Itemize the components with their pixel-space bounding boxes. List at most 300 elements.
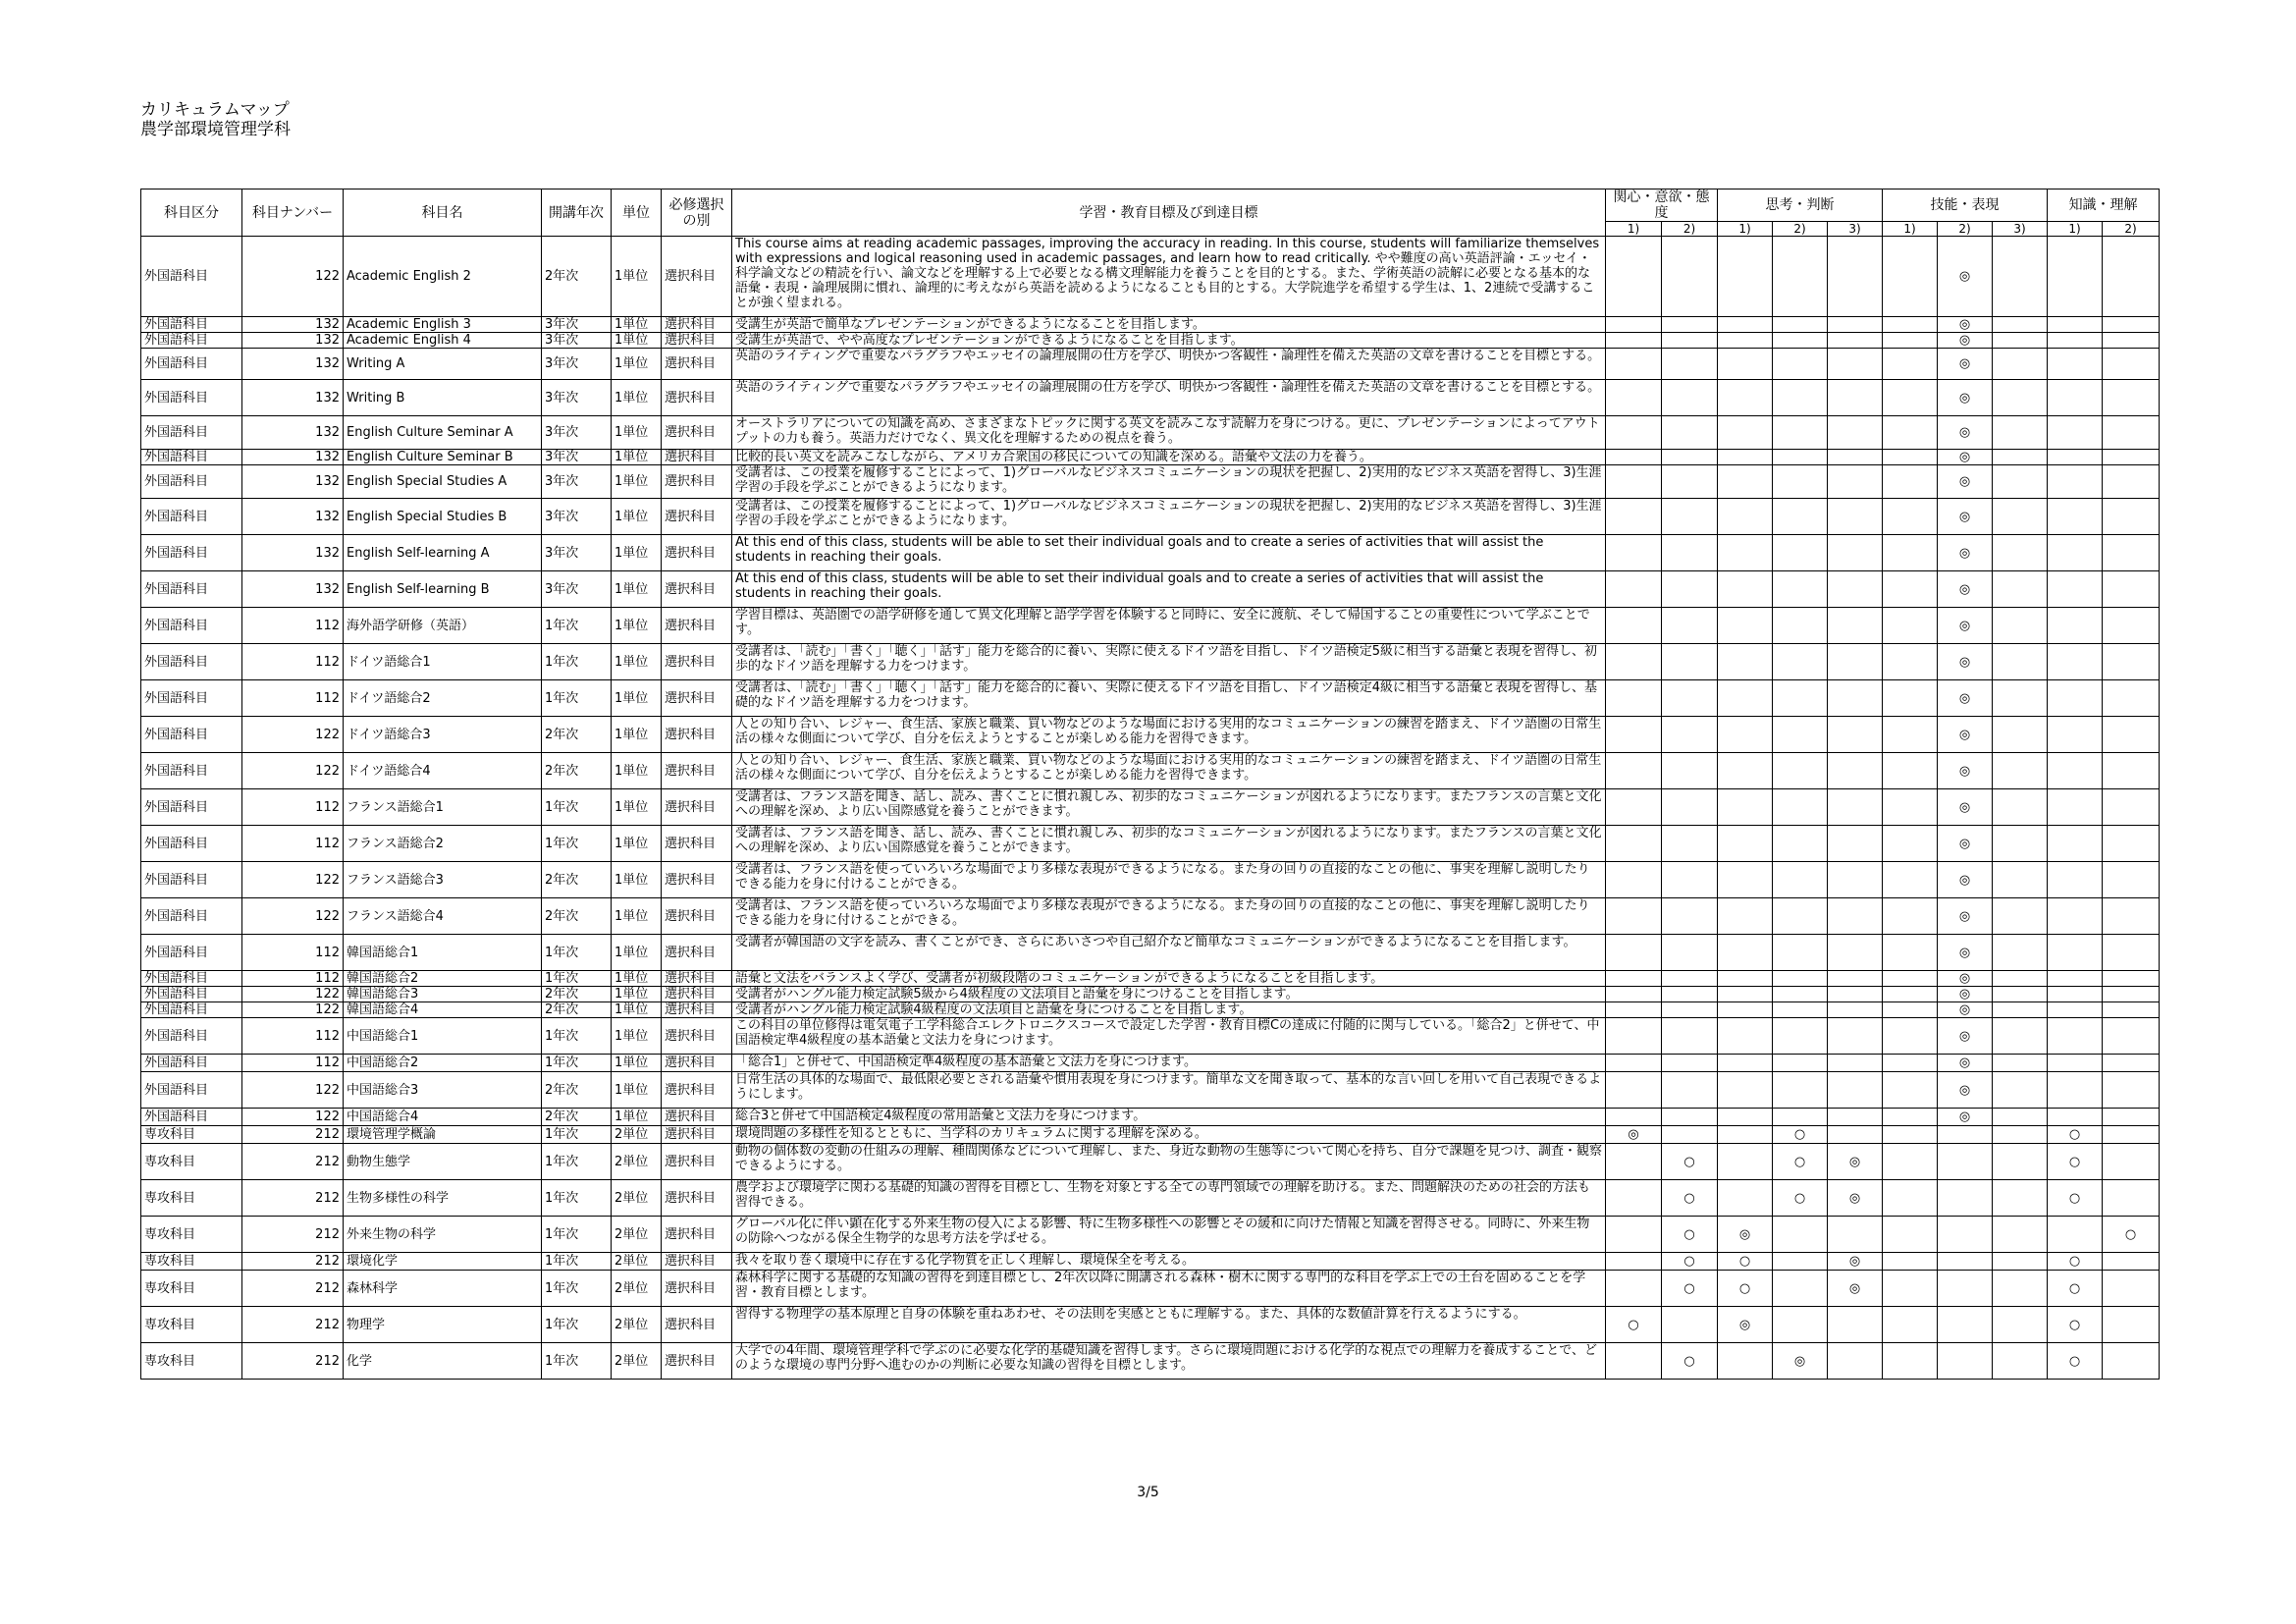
competency-mark [1606, 898, 1662, 935]
competency-mark [1662, 535, 1718, 571]
course-category: 外国語科目 [141, 571, 242, 608]
course-requirement: 選択科目 [662, 935, 732, 971]
competency-mark: ○ [2048, 1180, 2103, 1217]
competency-mark [1718, 1126, 1773, 1144]
course-year: 3年次 [542, 450, 612, 465]
competency-mark: ◎ [1718, 1217, 1773, 1253]
competency-mark [1773, 571, 1828, 608]
table-row [141, 1109, 2160, 1126]
competency-mark [1606, 333, 1662, 349]
subheader-cell: 1) [1718, 222, 1773, 237]
table-row [141, 1002, 2160, 1018]
table-row [141, 826, 2160, 862]
competency-mark [1773, 499, 1828, 535]
course-requirement: 選択科目 [662, 1217, 732, 1253]
competency-mark [1606, 644, 1662, 680]
competency-mark [1662, 717, 1718, 753]
course-name: Academic English 3 [344, 317, 542, 333]
competency-mark [1883, 753, 1938, 789]
course-number: 212 [242, 1253, 344, 1271]
competency-mark: ○ [1662, 1271, 1718, 1307]
course-year: 1年次 [542, 1307, 612, 1343]
course-year: 3年次 [542, 416, 612, 450]
competency-mark [1606, 416, 1662, 450]
course-goal: 受講者は、フランス語を使っていろいろな場面でより多様な表現ができるようになる。また身の回りの直接的なことの他に、事実を理解し説明したりできる能力を身に付けることができる。 [732, 862, 1606, 898]
course-year: 1年次 [542, 1253, 612, 1271]
competency-mark [1773, 237, 1828, 317]
course-credits: 2単位 [612, 1217, 662, 1253]
competency-mark [2103, 465, 2160, 499]
competency-mark [2103, 1180, 2160, 1217]
course-goal: 受講者は、この授業を履修することによって、1)グローバルなビジネスコミュニケーションの現状を把握し、2)実用的なビジネス英語を習得し、3)生涯学習の手段を学ぶことができるようになります。 [732, 499, 1606, 535]
competency-mark [1773, 717, 1828, 753]
competency-mark: ◎ [1938, 644, 1993, 680]
competency-mark [1993, 1055, 2048, 1072]
course-name: English Special Studies A [344, 465, 542, 499]
course-number: 112 [242, 1018, 344, 1055]
competency-mark [2048, 349, 2103, 380]
competency-mark [1606, 935, 1662, 971]
course-credits: 1単位 [612, 987, 662, 1002]
competency-mark: ◎ [1938, 753, 1993, 789]
competency-mark [1828, 862, 1883, 898]
course-year: 1年次 [542, 608, 612, 644]
competency-mark: ◎ [1938, 237, 1993, 317]
competency-mark: ◎ [1938, 380, 1993, 416]
table-row [141, 1217, 2160, 1253]
header-goal: 学習・教育目標及び到達目標 [732, 189, 1606, 237]
competency-mark [1993, 499, 2048, 535]
competency-mark [2103, 1253, 2160, 1271]
course-name: フランス語総合1 [344, 789, 542, 826]
competency-mark [1828, 717, 1883, 753]
course-requirement: 選択科目 [662, 1144, 732, 1180]
competency-mark [1883, 1109, 1938, 1126]
course-credits: 1単位 [612, 450, 662, 465]
course-goal: 英語のライティングで重要なパラグラフやエッセイの論理展開の仕方を学び、明快かつ客観性・論理性を備えた英語の文章を書けることを目標とする。 [732, 380, 1606, 416]
table-row [141, 862, 2160, 898]
competency-mark [2048, 1002, 2103, 1018]
competency-mark: ○ [2048, 1126, 2103, 1144]
course-category: 外国語科目 [141, 608, 242, 644]
competency-mark [1883, 1072, 1938, 1109]
competency-mark [1883, 1144, 1938, 1180]
course-year: 1年次 [542, 1018, 612, 1055]
course-number: 112 [242, 608, 344, 644]
competency-mark [1883, 1271, 1938, 1307]
table-row [141, 380, 2160, 416]
competency-mark: ○ [1773, 1144, 1828, 1180]
subheader-cell: 2) [2103, 222, 2160, 237]
competency-mark [2048, 898, 2103, 935]
competency-mark [2103, 608, 2160, 644]
competency-mark [1662, 450, 1718, 465]
table-row [141, 898, 2160, 935]
competency-mark [1773, 333, 1828, 349]
competency-mark [1993, 1018, 2048, 1055]
course-credits: 1単位 [612, 753, 662, 789]
competency-mark [1938, 1144, 1993, 1180]
competency-mark [1773, 862, 1828, 898]
course-name: 物理学 [344, 1307, 542, 1343]
competency-mark: ○ [1606, 1307, 1662, 1343]
course-name: フランス語総合3 [344, 862, 542, 898]
competency-mark [2103, 1002, 2160, 1018]
course-requirement: 選択科目 [662, 971, 732, 987]
course-goal: 受講者は、「読む」「書く」「聴く」「話す」能力を総合的に養い、実際に使えるドイツ語を目指し、ドイツ語検定5級に相当する語彙と表現を習得し、初歩的なドイツ語を理解する力をつけます。 [732, 644, 1606, 680]
course-credits: 1単位 [612, 644, 662, 680]
competency-mark [1883, 416, 1938, 450]
competency-mark [1773, 1271, 1828, 1307]
competency-mark [1773, 1018, 1828, 1055]
competency-mark [2048, 935, 2103, 971]
competency-mark [1883, 862, 1938, 898]
competency-mark [1828, 333, 1883, 349]
competency-mark [1828, 1343, 1883, 1380]
course-category: 専攻科目 [141, 1126, 242, 1144]
competency-mark [1773, 1055, 1828, 1072]
competency-mark [1718, 1055, 1773, 1072]
competency-mark: ○ [1662, 1343, 1718, 1380]
course-year: 1年次 [542, 1217, 612, 1253]
competency-mark [1993, 971, 2048, 987]
course-number: 132 [242, 380, 344, 416]
competency-mark: ◎ [1938, 898, 1993, 935]
competency-mark [1993, 1109, 2048, 1126]
competency-mark [1662, 644, 1718, 680]
course-credits: 1単位 [612, 1018, 662, 1055]
competency-mark [1938, 1180, 1993, 1217]
course-requirement: 選択科目 [662, 1072, 732, 1109]
course-number: 212 [242, 1144, 344, 1180]
course-number: 212 [242, 1126, 344, 1144]
competency-mark [1993, 862, 2048, 898]
competency-mark [2103, 1144, 2160, 1180]
course-requirement: 選択科目 [662, 1055, 732, 1072]
table-row [141, 416, 2160, 450]
course-goal: グローバル化に伴い顕在化する外来生物の侵入による影響、特に生物多様性への影響とその緩和に向けた情報と知識を習得させる。同時に、外来生物の防除へつながる保全生物学的な思考方法を学ばせる。 [732, 1217, 1606, 1253]
competency-mark [1606, 753, 1662, 789]
course-goal: 受講生が英語で、やや高度なプレゼンテーションができるようになることを目指します。 [732, 333, 1606, 349]
competency-mark [1662, 1307, 1718, 1343]
competency-mark [1828, 680, 1883, 717]
competency-mark [1828, 1018, 1883, 1055]
competency-mark [2103, 717, 2160, 753]
competency-mark [1606, 499, 1662, 535]
course-requirement: 選択科目 [662, 1002, 732, 1018]
competency-mark [1662, 317, 1718, 333]
course-category: 外国語科目 [141, 465, 242, 499]
competency-mark [2103, 571, 2160, 608]
table-row [141, 349, 2160, 380]
competency-mark: ○ [2048, 1271, 2103, 1307]
course-credits: 1単位 [612, 1109, 662, 1126]
competency-mark [2103, 535, 2160, 571]
competency-mark [1606, 1144, 1662, 1180]
course-category: 外国語科目 [141, 416, 242, 450]
competency-mark: ◎ [1938, 1072, 1993, 1109]
competency-mark [1773, 1002, 1828, 1018]
course-goal: 受講者は、フランス語を聞き、話し、読み、書くことに慣れ親しみ、初歩的なコミュニケーションが図れるようになります。またフランスの言葉と文化への理解を深め、より広い国際感覚を養うことができます。 [732, 826, 1606, 862]
competency-mark: ○ [2103, 1217, 2160, 1253]
course-goal: 森林科学に関する基礎的な知識の習得を到達目標とし、2年次以降に開講される森林・樹木に関する専門的な科目を学ぶ上での土台を固めることを学習・教育目標とします。 [732, 1271, 1606, 1307]
competency-mark [1828, 1217, 1883, 1253]
competency-mark [1718, 1109, 1773, 1126]
competency-mark [1718, 1072, 1773, 1109]
competency-mark [1718, 1018, 1773, 1055]
course-year: 2年次 [542, 862, 612, 898]
competency-mark: ◎ [1938, 465, 1993, 499]
competency-mark [1883, 465, 1938, 499]
competency-mark [1828, 644, 1883, 680]
course-requirement: 選択科目 [662, 1180, 732, 1217]
competency-mark [2103, 1271, 2160, 1307]
competency-mark [1773, 317, 1828, 333]
competency-mark [1883, 1180, 1938, 1217]
competency-mark [1718, 317, 1773, 333]
course-requirement: 選択科目 [662, 380, 732, 416]
competency-mark [1883, 680, 1938, 717]
competency-mark [1718, 237, 1773, 317]
course-name: 中国語総合2 [344, 1055, 542, 1072]
competency-mark [1883, 987, 1938, 1002]
course-credits: 1単位 [612, 608, 662, 644]
course-goal: At this end of this class, students will be able to set their individual goals and to create a series of activities that will assist the students in reaching their goals. [732, 571, 1606, 608]
subheader-cell: 3) [1993, 222, 2048, 237]
course-credits: 1単位 [612, 317, 662, 333]
competency-mark [1606, 450, 1662, 465]
course-requirement: 選択科目 [662, 317, 732, 333]
course-requirement: 選択科目 [662, 826, 732, 862]
competency-mark [1883, 535, 1938, 571]
course-number: 122 [242, 1109, 344, 1126]
competency-mark [1993, 1271, 2048, 1307]
competency-mark: ○ [2048, 1307, 2103, 1343]
course-category: 外国語科目 [141, 499, 242, 535]
competency-mark [1662, 971, 1718, 987]
course-number: 132 [242, 450, 344, 465]
department-name: 農学部環境管理学科 [140, 120, 291, 139]
competency-mark [1993, 380, 2048, 416]
competency-mark: ◎ [1938, 826, 1993, 862]
competency-mark [1662, 826, 1718, 862]
competency-mark: ◎ [1938, 1018, 1993, 1055]
competency-mark [1828, 789, 1883, 826]
course-number: 122 [242, 717, 344, 753]
competency-mark [1606, 971, 1662, 987]
competency-mark [1773, 644, 1828, 680]
competency-mark [2103, 317, 2160, 333]
course-name: 環境化学 [344, 1253, 542, 1271]
course-year: 2年次 [542, 753, 612, 789]
competency-mark [2048, 1109, 2103, 1126]
course-credits: 2単位 [612, 1343, 662, 1380]
header-group-skill: 技能・表現 [1883, 189, 2048, 222]
competency-mark [1773, 971, 1828, 987]
competency-mark [1828, 571, 1883, 608]
course-credits: 1単位 [612, 333, 662, 349]
competency-mark: ◎ [1938, 349, 1993, 380]
table-row [141, 717, 2160, 753]
competency-mark [2103, 1072, 2160, 1109]
page-number: 3/5 [1137, 1485, 1159, 1500]
course-goal: 人との知り合い、レジャー、食生活、家族と職業、買い物などのような場面における実用的なコミュニケーションの練習を踏まえ、ドイツ語圏の日常生活の様々な側面について学び、自分を伝えようとすることが楽しめる能力を習得できます。 [732, 753, 1606, 789]
course-number: 122 [242, 987, 344, 1002]
competency-mark [2103, 826, 2160, 862]
subheader-cell: 2) [1773, 222, 1828, 237]
course-credits: 2単位 [612, 1307, 662, 1343]
competency-mark [1606, 789, 1662, 826]
competency-mark [1883, 499, 1938, 535]
competency-mark: ◎ [1938, 862, 1993, 898]
competency-mark [1993, 1180, 2048, 1217]
competency-mark [1883, 349, 1938, 380]
course-requirement: 選択科目 [662, 1343, 732, 1380]
course-goal: 農学および環境学に関わる基礎的知識の習得を目標とし、生物を対象とする全ての専門領域での理解を助ける。また、問題解決のための社会的方法も習得できる。 [732, 1180, 1606, 1217]
course-year: 1年次 [542, 1180, 612, 1217]
header-group-thinking: 思考・判断 [1718, 189, 1883, 222]
course-requirement: 選択科目 [662, 1307, 732, 1343]
competency-mark [1883, 380, 1938, 416]
competency-mark [1606, 987, 1662, 1002]
competency-mark: ◎ [1938, 450, 1993, 465]
course-name: English Culture Seminar A [344, 416, 542, 450]
course-name: 中国語総合4 [344, 1109, 542, 1126]
competency-mark [1662, 753, 1718, 789]
course-goal: 総合3と併せて中国語検定4級程度の常用語彙と文法力を身につけます。 [732, 1109, 1606, 1126]
competency-mark [2048, 237, 2103, 317]
course-year: 2年次 [542, 1002, 612, 1018]
competency-mark [1773, 898, 1828, 935]
course-category: 外国語科目 [141, 717, 242, 753]
competency-mark [1718, 1144, 1773, 1180]
course-category: 外国語科目 [141, 1018, 242, 1055]
course-credits: 1単位 [612, 898, 662, 935]
course-year: 1年次 [542, 1126, 612, 1144]
document-header [140, 100, 291, 139]
competency-mark [1662, 380, 1718, 416]
table-row [141, 499, 2160, 535]
course-credits: 2単位 [612, 1180, 662, 1217]
competency-mark: ◎ [1938, 416, 1993, 450]
course-number: 122 [242, 1002, 344, 1018]
course-category: 外国語科目 [141, 935, 242, 971]
course-number: 112 [242, 826, 344, 862]
subheader-cell: 2) [1938, 222, 1993, 237]
course-year: 1年次 [542, 826, 612, 862]
table-row [141, 987, 2160, 1002]
course-requirement: 選択科目 [662, 465, 732, 499]
competency-mark [1718, 450, 1773, 465]
competency-mark [1993, 1144, 2048, 1180]
competency-mark [2103, 644, 2160, 680]
course-name: ドイツ語総合2 [344, 680, 542, 717]
table-row [141, 1343, 2160, 1380]
competency-mark [1993, 826, 2048, 862]
course-year: 3年次 [542, 571, 612, 608]
course-category: 外国語科目 [141, 450, 242, 465]
competency-mark [2048, 416, 2103, 450]
competency-mark [1883, 450, 1938, 465]
competency-mark [2103, 680, 2160, 717]
competency-mark [1773, 680, 1828, 717]
course-goal: At this end of this class, students will be able to set their individual goals and to create a series of activities that will assist the students in reaching their goals. [732, 535, 1606, 571]
competency-mark [2048, 987, 2103, 1002]
table-row [141, 465, 2160, 499]
course-requirement: 選択科目 [662, 644, 732, 680]
table-row [141, 535, 2160, 571]
course-goal: 日常生活の具体的な場面で、最低限必要とされる語彙や慣用表現を身につけます。簡単な文を聞き取って、基本的な言い回しを用いて自己表現できるようにします。 [732, 1072, 1606, 1109]
table-row [141, 789, 2160, 826]
competency-mark [1662, 237, 1718, 317]
competency-mark: ◎ [1828, 1253, 1883, 1271]
competency-mark [2048, 608, 2103, 644]
competency-mark: ○ [2048, 1253, 2103, 1271]
course-number: 112 [242, 644, 344, 680]
table-body [141, 237, 2160, 1380]
competency-mark [2048, 680, 2103, 717]
table-row [141, 1055, 2160, 1072]
course-number: 122 [242, 862, 344, 898]
competency-mark [1883, 608, 1938, 644]
course-requirement: 選択科目 [662, 680, 732, 717]
competency-mark [2048, 717, 2103, 753]
competency-mark [1662, 349, 1718, 380]
course-year: 1年次 [542, 1144, 612, 1180]
header-kubun: 科目区分 [141, 189, 242, 237]
course-category: 外国語科目 [141, 753, 242, 789]
competency-mark [1828, 971, 1883, 987]
course-name: フランス語総合2 [344, 826, 542, 862]
competency-mark [2103, 1126, 2160, 1144]
competency-mark [1718, 987, 1773, 1002]
course-requirement: 選択科目 [662, 608, 732, 644]
competency-mark [1718, 571, 1773, 608]
table-row [141, 237, 2160, 317]
competency-mark [1662, 1002, 1718, 1018]
competency-mark [1606, 1072, 1662, 1109]
course-name: English Culture Seminar B [344, 450, 542, 465]
competency-mark [1718, 826, 1773, 862]
competency-mark [1993, 349, 2048, 380]
competency-mark [2103, 1343, 2160, 1380]
course-number: 112 [242, 971, 344, 987]
competency-mark [2048, 1217, 2103, 1253]
course-goal: 学習目標は、英語圏での語学研修を通して異文化理解と語学学習を体験すると同時に、安全に渡航、そして帰国することの重要性について学ぶことです。 [732, 608, 1606, 644]
course-goal: 語彙と文法をバランスよく学び、受講者が初級段階のコミュニケーションができるようになることを目指します。 [732, 971, 1606, 987]
competency-mark [1828, 1109, 1883, 1126]
competency-mark [2048, 1072, 2103, 1109]
course-requirement: 選択科目 [662, 717, 732, 753]
course-goal: 環境問題の多様性を知るとともに、当学科のカリキュラムに関する理解を深める。 [732, 1126, 1606, 1144]
competency-mark [2103, 1055, 2160, 1072]
curriculum-map-table [140, 189, 2160, 1380]
header-number: 科目ナンバー [242, 189, 344, 237]
course-number: 212 [242, 1180, 344, 1217]
competency-mark [1718, 971, 1773, 987]
competency-mark [1828, 1126, 1883, 1144]
competency-mark [1662, 571, 1718, 608]
course-year: 1年次 [542, 935, 612, 971]
competency-mark [2103, 898, 2160, 935]
course-goal: 受講者は、フランス語を聞き、話し、読み、書くことに慣れ親しみ、初歩的なコミュニケーションが図れるようになります。またフランスの言葉と文化への理解を深め、より広い国際感覚を養うことができます。 [732, 789, 1606, 826]
competency-mark [1718, 333, 1773, 349]
competency-mark [1773, 380, 1828, 416]
competency-mark [1718, 717, 1773, 753]
course-goal: 人との知り合い、レジャー、食生活、家族と職業、買い物などのような場面における実用的なコミュニケーションの練習を踏まえ、ドイツ語圏の日常生活の様々な側面について学び、自分を伝えようとすることが楽しめる能力を習得できます。 [732, 717, 1606, 753]
competency-mark [1938, 1343, 1993, 1380]
course-category: 外国語科目 [141, 971, 242, 987]
